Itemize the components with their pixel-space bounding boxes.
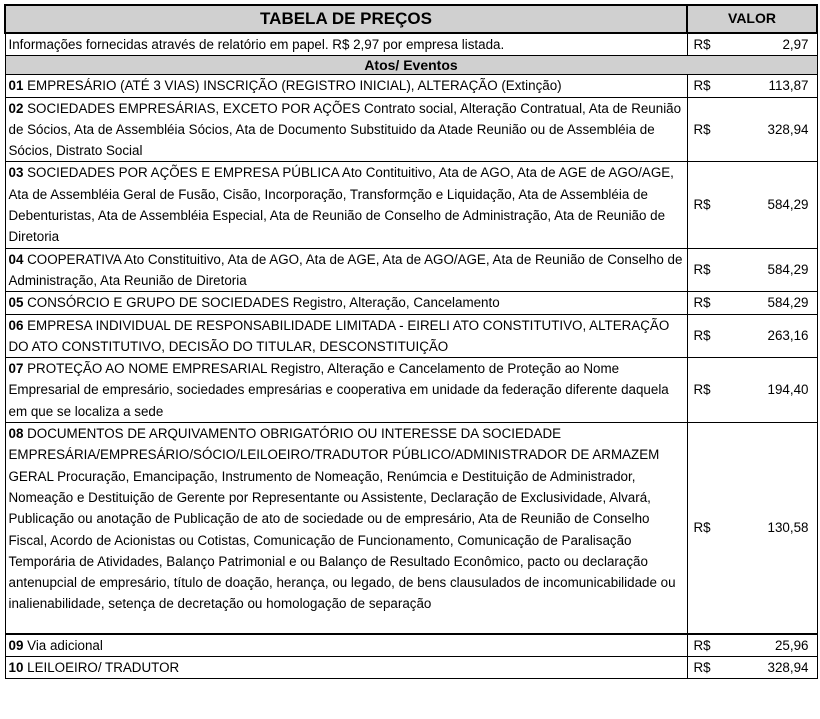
- table-row: [5, 248, 817, 292]
- section-row: [5, 56, 817, 75]
- row-description: LEILOEIRO/ TRADUTOR: [23, 660, 180, 676]
- row-code: 07: [8, 361, 24, 377]
- row-description: SOCIEDADES EMPRESÁRIAS, EXCETO POR AÇÕES Contrato social, Alteração Contratual, Ata de Reunião de Sócios, Ata de Assembléia Sócios, Ata de Documento Substituido da Atade Reunião ou de Assembléia de Sócios, Distrato Social: [8, 100, 682, 159]
- row-description-cell: [5, 314, 687, 358]
- table-row: [5, 657, 817, 679]
- row-description: CONSÓRCIO E GRUPO DE SOCIEDADES Registro, Alteração, Cancelamento: [23, 295, 500, 311]
- row-currency: R$: [687, 358, 733, 423]
- row-currency: R$: [687, 248, 733, 292]
- row-description-cell: [5, 248, 687, 292]
- row-currency: R$: [687, 162, 733, 248]
- row-description: EMPRESA INDIVIDUAL DE RESPONSABILIDADE LIMITADA - EIRELI ATO CONSTITUTIVO, ALTERAÇÃO DO ATO CONSTITUTIVO, DECISÃO DO TITULAR, DESCONSTITUIÇÃO: [8, 317, 670, 354]
- row-description-cell: [5, 75, 687, 97]
- row-code: 02: [8, 100, 24, 116]
- row-description: SOCIEDADES POR AÇÕES E EMPRESA PÚBLICA Ato Contituitivo, Ata de AGO, Ata de AGE de AGO/AGE, Ata de Assembléia Geral de Fusão, Cisão, Incorporação, Transformção e Liquidação, Ata de Assembléia de Debenturistas, Ata de Assembléia Especial, Ata de Reunião de Conselho de Administração, Ata de Reunião de Diretoria: [8, 165, 674, 245]
- info-text: Informações fornecidas através de relatório em papel. R$ 2,97 por empresa listada.: [5, 33, 687, 56]
- row-description-cell: [5, 162, 687, 248]
- table-row: [5, 358, 817, 423]
- header-row: [5, 5, 817, 33]
- row-value: 130,58: [733, 423, 817, 634]
- row-code: 08: [8, 426, 24, 442]
- row-code: 05: [8, 295, 24, 311]
- row-code: 04: [8, 251, 24, 267]
- row-description-cell: [5, 634, 687, 657]
- row-description-cell: [5, 97, 687, 162]
- row-description: DOCUMENTOS DE ARQUIVAMENTO OBRIGATÓRIO OU INTERESSE DA SOCIEDADE EMPRESÁRIA/EMPRESÁRIO/SÓCIO/LEILOEIRO/TRADUTOR PÚBLICO/ADMINISTRADOR DE ARMAZEM GERAL Procuração, Emancipação, Instrumento de Nomeação, Renúmcia e Destituição de Administrador, Nomeação e Destituição de Gerente por Representante ou Assistente, Declaração de Exclusividade, Alvará, Publicação ou anotação de Publicação de ato de sociedade ou de empresário, Ata de Reunião de Conselho Fiscal, Acordo de Acionistas ou Cotistas, Comunicação de Funcionamento, Comunicação de Paralisação Temporária de Atividades, Balanço Patrimonial e ou Balanço de Resultado Econômico, pacto ou declaração antenupcial de empresário, título de doação, herança, ou legado, de bens clausulados de incomunicabilidade ou inalienabilidade, setença de decretação ou homologação de separação: [8, 426, 676, 612]
- row-description: EMPRESÁRIO (ATÉ 3 VIAS) INSCRIÇÃO (REGISTRO INICIAL), ALTERAÇÃO (Extinção): [23, 78, 562, 94]
- row-description: COOPERATIVA Ato Constituitivo, Ata de AGO, Ata de AGE, Ata de AGO/AGE, Ata de Reunião de Conselho de Administração, Ata Reunião de Diretoria: [8, 251, 683, 288]
- info-currency: R$: [687, 33, 733, 56]
- row-value: 328,94: [733, 97, 817, 162]
- row-value: 263,16: [733, 314, 817, 358]
- row-code: 09: [8, 637, 24, 653]
- row-description: Via adicional: [23, 637, 103, 653]
- section-title: Atos/ Eventos: [5, 56, 817, 75]
- row-value: 25,96: [733, 634, 817, 657]
- row-value: 584,29: [733, 248, 817, 292]
- row-description: PROTEÇÃO AO NOME EMPRESARIAL Registro, Alteração e Cancelamento de Proteção ao Nome Empresarial de empresário, sociedades empresárias e cooperativa em unidade da federação diferente daquela em que se localiza a sede: [8, 361, 669, 419]
- row-value: 194,40: [733, 358, 817, 423]
- row-value: 584,29: [733, 162, 817, 248]
- row-currency: R$: [687, 292, 733, 314]
- row-currency: R$: [687, 657, 733, 679]
- price-table: [4, 4, 818, 679]
- row-value: 584,29: [733, 292, 817, 314]
- row-code: 06: [8, 317, 24, 333]
- row-currency: R$: [687, 314, 733, 358]
- row-value: 328,94: [733, 657, 817, 679]
- row-code: 10: [8, 660, 24, 676]
- table-row: [5, 162, 817, 248]
- row-description-cell: [5, 423, 687, 634]
- row-currency: R$: [687, 97, 733, 162]
- table-row: [5, 423, 817, 634]
- row-currency: R$: [687, 75, 733, 97]
- table-row: [5, 314, 817, 358]
- row-code: 03: [8, 165, 24, 181]
- row-value: 113,87: [733, 75, 817, 97]
- table-row: [5, 97, 817, 162]
- row-description-cell: [5, 657, 687, 679]
- table-row: [5, 75, 817, 97]
- row-description-cell: [5, 292, 687, 314]
- table-title: TABELA DE PREÇOS: [5, 5, 687, 33]
- value-column-header: VALOR: [687, 5, 817, 33]
- info-row: [5, 33, 817, 56]
- info-value: 2,97: [733, 33, 817, 56]
- row-description-cell: [5, 358, 687, 423]
- table-row: [5, 634, 817, 657]
- table-row: [5, 292, 817, 314]
- row-currency: R$: [687, 634, 733, 657]
- row-code: 01: [8, 78, 24, 94]
- row-currency: R$: [687, 423, 733, 634]
